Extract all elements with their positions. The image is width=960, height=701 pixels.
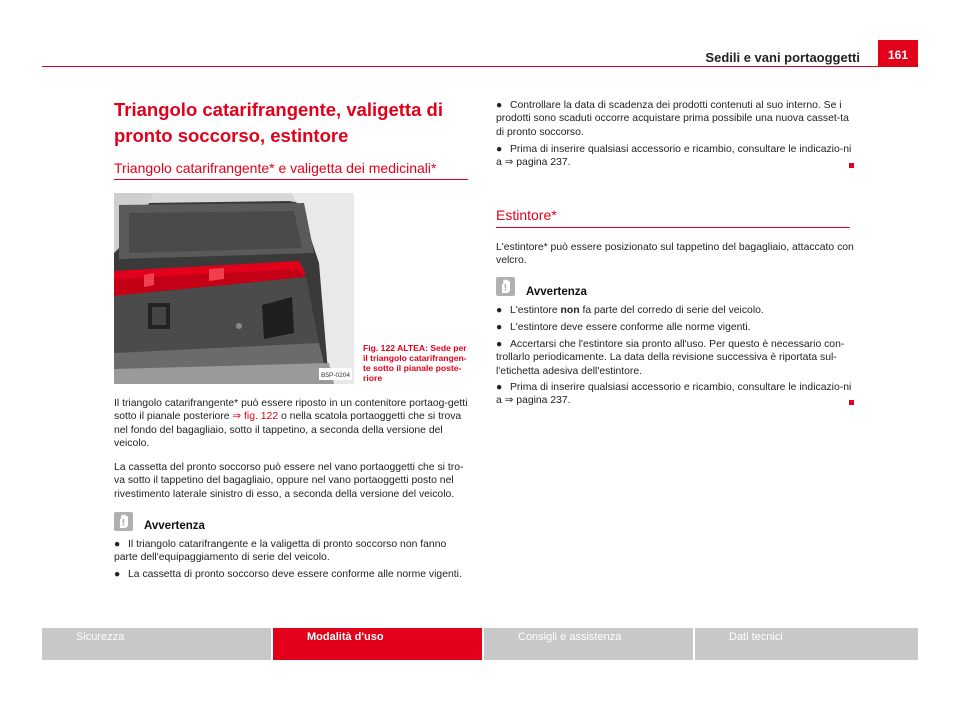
bullet-dot: ● [496, 144, 503, 155]
page-number: 161 [878, 40, 918, 67]
bullet-text: Controllare la data di scadenza dei prodotti contenuti al suo interno. Se i prodotti sono scaduti occorre acquistare prima possibile una nuova casset-ta di pronto soccorso. [496, 100, 849, 138]
bullet-text: fa parte del corredo di serie del veicolo. [579, 305, 764, 316]
figure-code: B5P-0204 [321, 372, 350, 379]
hand-exclamation-icon [114, 512, 133, 531]
bullet-dot: ● [114, 569, 121, 580]
list-item [114, 538, 468, 565]
warning-title: Avvertenza [144, 520, 205, 532]
warning-title: Avvertenza [526, 286, 587, 298]
bullet-bold: non [560, 305, 580, 316]
list-item [114, 568, 468, 581]
tab-consigli-assistenza[interactable]: Consigli e assistenza [484, 628, 693, 660]
subtitle-triangle: Triangolo catarifrangente* e valigetta dei medicinali* [114, 160, 437, 176]
bullet-dot: ● [496, 382, 503, 393]
bullet-text: Prima di inserire qualsiasi accessorio e ricambio, consultare le indicazio-ni a ⇒ pagina 237. [496, 382, 852, 407]
subtitle-rule [496, 227, 850, 228]
list-item [496, 99, 854, 139]
trunk-illustration [114, 193, 354, 384]
list-item [496, 143, 854, 170]
bullet-dot: ● [114, 539, 121, 550]
tab-modalita-uso[interactable]: Modalità d'uso [273, 628, 482, 660]
fig-link[interactable]: ⇒ fig. 122 [232, 411, 279, 423]
para-text: o nella scatola portaoggetti che si trova nel fondo del bagagliaio, sotto il tappetino, a seconda della versione del veicolo. [114, 411, 462, 449]
hand-exclamation-icon [496, 277, 515, 296]
list-item [496, 304, 854, 317]
header-rule [42, 66, 878, 67]
bullet-dot: ● [496, 322, 503, 333]
figure-caption: Fig. 122 ALTEA: Sede per il triangolo catarifrangen-te sotto il pianale poste-riore [363, 343, 467, 383]
bullet-dot: ● [496, 100, 503, 111]
tab-sicurezza[interactable]: Sicurezza [42, 628, 271, 660]
subtitle-rule [114, 179, 468, 180]
list-item [496, 338, 854, 378]
subtitle-extinguisher: Estintore* [496, 207, 557, 223]
list-item [496, 321, 854, 334]
bullet-dot: ● [496, 305, 503, 316]
warning-icon [496, 277, 515, 296]
bullet-text: L'estintore deve essere conforme alle norme vigenti. [510, 322, 751, 333]
bullet-text: La cassetta di pronto soccorso deve essere conforme alle norme vigenti. [128, 569, 462, 580]
trunk-figure [114, 193, 354, 384]
para-text: Il triangolo catarifrangente* può essere riposto in un contenitore portaog-getti sotto il pianale posteriore [114, 398, 468, 423]
section-title: Sedili e vani portaoggetti [705, 50, 860, 65]
bullet-dot: ● [496, 339, 503, 350]
bullet-text: L'estintore [510, 305, 561, 316]
page-title: Triangolo catarifrangente, valigetta di pronto soccorso, estintore [114, 99, 443, 146]
tab-dati-tecnici[interactable]: Dati tecnici [695, 628, 918, 660]
para-extinguisher: L'estintore* può essere posizionato sul tappetino del bagagliaio, attaccato con velcro. [496, 242, 854, 267]
bullet-text: Accertarsi che l'estintore sia pronto all'uso. Per questo è necessario con-trollarlo periodicamente. La data della revisione successiva è riportata sul-l'etichetta adesiva dell'estintore. [496, 339, 845, 377]
section-end-mark [849, 163, 854, 168]
bullet-text: Prima di inserire qualsiasi accessorio e ricambio, consultare le indicazio-ni a ⇒ pagina 237. [496, 144, 852, 169]
bullet-text: Il triangolo catarifrangente e la valigetta di pronto soccorso non fanno parte dell'equipaggiamento di serie del veicolo. [114, 539, 447, 564]
warning-icon [114, 512, 133, 531]
section-end-mark [849, 400, 854, 405]
para-first-aid: La cassetta del pronto soccorso può essere nel vano portaoggetti che si tro-va sotto il tappetino del bagagliaio, oppure nel vano portaoggetti posto nel rivestimento laterale sinistro di esso, a seconda della versione del veicolo. [114, 462, 464, 500]
para-triangle [114, 397, 470, 450]
list-item [496, 381, 854, 408]
